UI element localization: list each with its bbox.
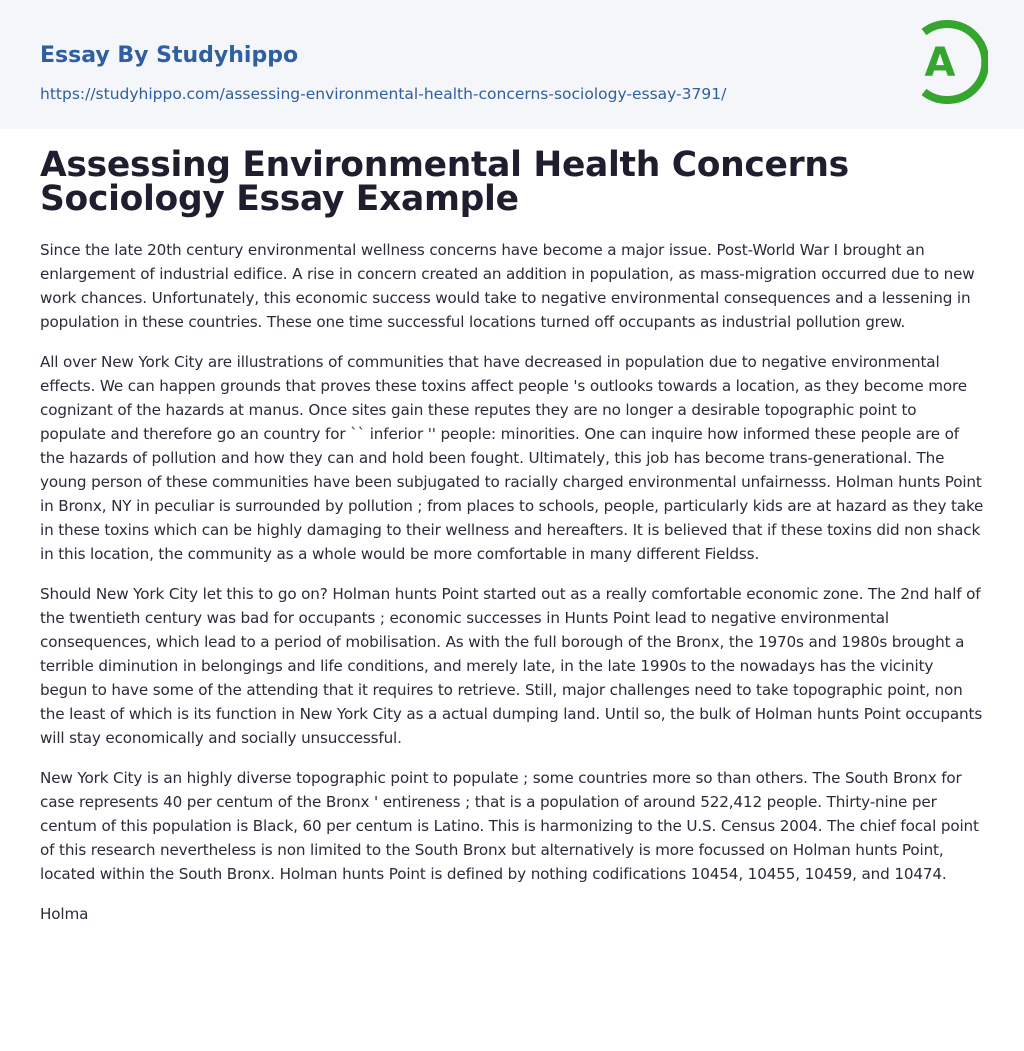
paragraph-truncated: Holma [40,905,89,923]
article [40,145,984,942]
logo-letter: A [924,40,956,86]
paragraph: New York City is an highly diverse topographic point to populate ; some countries more so than others. The South Bronx for case represents 40 per centum of the Bronx ' entireness ; that is a population of around 522,412 people. Thirty-nine per centum of this population is Black, 60 per centum is Latino. This is harmonizing to the U.S. Census 2004. The chief focal point of this research nevertheless is non limited to the South Bronx but alternatively is more focussed on Holman hunts Point, located within the South Bronx. Holman hunts Point is defined by nothing codifications 10454, 10455, 10459, and 10474. [40,769,979,883]
essay-url-link[interactable]: https://studyhippo.com/assessing-environmental-health-concerns-sociology-essay-3791/ [40,85,727,103]
site-brand[interactable]: Essay By Studyhippo [40,43,299,68]
paragraph: All over New York City are illustrations of communities that have decreased in population due to negative environmental effects. We can happen grounds that proves these toxins affect people 's outlooks towards a location, as they become more cognizant of the hazards at manus. Once sites gain these reputes they are no longer a desirable topographic point to populate and therefore go an country for `` inferior '' people: minorities. One can inquire how informed these people are of the hazards of pollution and how they can and hold been fought. Ultimately, this job has become trans-generational. The young person of these communities have been subjugated to racially charged environmental unfairnesss. Holman hunts Point in Bronx, NY in peculiar is surrounded by pollution ; from places to schools, people, particularly kids are at hazard as they take in these toxins which can be highly damaging to their wellness and hereafters. It is believed that if these toxins did non shack in this location, the community as a whole would be more comfortable in many different Fieldss. [40,353,984,563]
page-header [0,0,1024,129]
paragraph: Since the late 20th century environmental wellness concerns have become a major issue. Post-World War I brought an enlargement of industrial edifice. A rise in concern created an addition in population, as mass-migration occurred due to new work chances. Unfortunately, this economic success would take to negative environmental consequences and a lessening in population in these countries. These one time successful locations turned off occupants as industrial pollution grew. [40,241,975,331]
studyhippo-logo-icon[interactable] [912,18,988,106]
article-title: Assessing Environmental Health Concerns Sociology Essay Example [40,145,849,219]
paragraph: Should New York City let this to go on? Holman hunts Point started out as a really comfortable economic zone. The 2nd half of the twentieth century was bad for occupants ; economic successes in Hunts Point lead to negative environmental consequences, which lead to a period of mobilisation. As with the full borough of the Bronx, the 1970s and 1980s brought a terrible diminution in belongings and life conditions, and merely late, in the late 1990s to the nowadays has the vicinity begun to have some of the attending that it requires to retrieve. Still, major challenges need to take topographic point, non the least of which is its function in New York City as a actual dumping land. Until so, the bulk of Holman hunts Point occupants will stay economically and socially unsuccessful. [40,585,983,747]
